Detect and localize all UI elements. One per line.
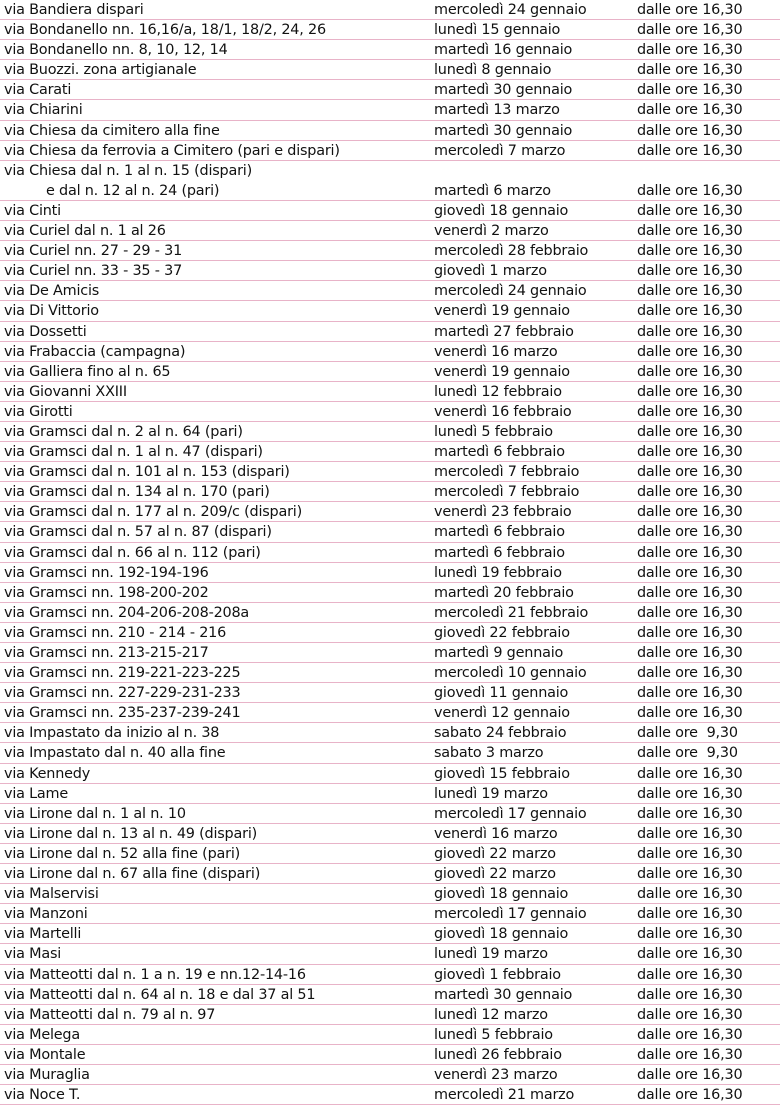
date-cell: lunedì 15 gennaio xyxy=(434,22,561,39)
date-cell: lunedì 5 febbraio xyxy=(434,423,553,440)
table-row xyxy=(0,985,780,1005)
time-cell: dalle ore 16,30 xyxy=(637,665,743,682)
time-cell: dalle ore 16,30 xyxy=(637,504,743,521)
date-cell: venerdì 2 marzo xyxy=(434,223,549,240)
street-cell: via Curiel nn. 33 - 35 - 37 xyxy=(4,263,183,280)
date-cell: venerdì 23 febbraio xyxy=(434,504,572,521)
date-cell: venerdì 16 febbraio xyxy=(434,403,572,420)
table-row xyxy=(0,1005,780,1025)
street-cell: via Chiesa da cimitero alla fine xyxy=(4,122,220,139)
time-cell: dalle ore 9,30 xyxy=(637,745,738,762)
table-row xyxy=(0,844,780,864)
time-cell: dalle ore 16,30 xyxy=(637,323,743,340)
table-row xyxy=(0,924,780,944)
street-cell: via Gramsci nn. 204-206-208-208a xyxy=(4,604,250,621)
table-row xyxy=(0,342,780,362)
time-cell: dalle ore 16,30 xyxy=(637,584,743,601)
time-cell: dalle ore 16,30 xyxy=(637,403,743,420)
date-cell: sabato 24 febbraio xyxy=(434,725,567,742)
street-cell: via Gramsci nn. 192-194-196 xyxy=(4,564,209,581)
date-cell: martedì 6 marzo xyxy=(434,182,551,199)
time-cell: dalle ore 16,30 xyxy=(637,1066,743,1083)
date-cell: martedì 16 gennaio xyxy=(434,42,573,59)
date-cell: lunedì 19 febbraio xyxy=(434,564,562,581)
table-row xyxy=(0,965,780,985)
time-cell: dalle ore 9,30 xyxy=(637,725,738,742)
time-cell: dalle ore 16,30 xyxy=(637,866,743,883)
street-cell: via Lirone dal n. 52 alla fine (pari) xyxy=(4,845,241,862)
date-cell: venerdì 19 gennaio xyxy=(434,303,570,320)
table-row xyxy=(0,502,780,522)
table-row xyxy=(0,60,780,80)
time-cell: dalle ore 16,30 xyxy=(637,202,743,219)
time-cell: dalle ore 16,30 xyxy=(637,926,743,943)
date-cell: lunedì 19 marzo xyxy=(434,785,548,802)
date-cell: martedì 6 febbraio xyxy=(434,444,565,461)
table-row xyxy=(0,462,780,482)
table-row xyxy=(0,563,780,583)
table-row xyxy=(0,241,780,261)
time-cell: dalle ore 16,30 xyxy=(637,1026,743,1043)
time-cell: dalle ore 16,30 xyxy=(637,383,743,400)
time-cell: dalle ore 16,30 xyxy=(637,223,743,240)
street-cell: via Impastato dal n. 40 alla fine xyxy=(4,745,226,762)
date-cell: giovedì 18 gennaio xyxy=(434,202,569,219)
time-cell: dalle ore 16,30 xyxy=(637,484,743,501)
date-cell: sabato 3 marzo xyxy=(434,745,544,762)
table-row xyxy=(0,442,780,462)
street-cell: via Masi xyxy=(4,946,62,963)
date-cell: mercoledì 24 gennaio xyxy=(434,283,587,300)
street-cell: via Matteotti dal n. 64 al n. 18 e dal 37 al 51 xyxy=(4,986,316,1003)
table-row xyxy=(0,643,780,663)
table-row xyxy=(0,824,780,844)
date-cell: martedì 6 febbraio xyxy=(434,524,565,541)
street-cell: via Gramsci dal n. 2 al n. 64 (pari) xyxy=(4,423,243,440)
street-cell: via Melega xyxy=(4,1026,80,1043)
street-cell-continuation: e dal n. 12 al n. 24 (pari) xyxy=(46,182,220,199)
time-cell: dalle ore 16,30 xyxy=(637,122,743,139)
table-row xyxy=(0,281,780,301)
table-row xyxy=(0,100,780,120)
time-cell: dalle ore 16,30 xyxy=(637,845,743,862)
table-row xyxy=(0,904,780,924)
street-cell: via Gramsci dal n. 57 al n. 87 (dispari) xyxy=(4,524,272,541)
time-cell: dalle ore 16,30 xyxy=(637,604,743,621)
table-row xyxy=(0,141,780,161)
street-cell: via Gramsci nn. 213-215-217 xyxy=(4,645,209,661)
date-cell: venerdì 16 marzo xyxy=(434,825,558,842)
date-cell: lunedì 8 gennaio xyxy=(434,62,552,79)
date-cell: venerdì 16 marzo xyxy=(434,343,558,360)
time-cell: dalle ore 16,30 xyxy=(637,785,743,802)
time-cell: dalle ore 16,30 xyxy=(637,705,743,722)
date-cell: mercoledì 7 marzo xyxy=(434,142,566,159)
table-row xyxy=(0,201,780,221)
table-row xyxy=(0,522,780,542)
table-row xyxy=(0,543,780,563)
street-cell: via Giovanni XXIII xyxy=(4,383,127,400)
time-cell: dalle ore 16,30 xyxy=(637,825,743,842)
date-cell: mercoledì 21 marzo xyxy=(434,1087,575,1104)
time-cell: dalle ore 16,30 xyxy=(637,283,743,300)
time-cell: dalle ore 16,30 xyxy=(637,363,743,380)
table-row xyxy=(0,743,780,763)
time-cell: dalle ore 16,30 xyxy=(637,303,743,320)
date-cell: lunedì 5 febbraio xyxy=(434,1026,553,1043)
time-cell: dalle ore 16,30 xyxy=(637,524,743,541)
time-cell: dalle ore 16,30 xyxy=(637,1006,743,1023)
date-cell: martedì 6 febbraio xyxy=(434,544,565,561)
time-cell: dalle ore 16,30 xyxy=(637,22,743,39)
time-cell: dalle ore 16,30 xyxy=(637,1087,743,1104)
street-cell: via Curiel dal n. 1 al 26 xyxy=(4,223,166,240)
table-row xyxy=(0,482,780,502)
time-cell: dalle ore 16,30 xyxy=(637,946,743,963)
date-cell: lunedì 12 febbraio xyxy=(434,383,562,400)
street-cell: via Gramsci dal n. 134 al n. 170 (pari) xyxy=(4,484,270,501)
street-cell: via Bandiera dispari xyxy=(4,2,144,18)
date-cell: giovedì 18 gennaio xyxy=(434,926,569,943)
date-cell: martedì 30 gennaio xyxy=(434,122,573,139)
table-row xyxy=(0,944,780,964)
time-cell: dalle ore 16,30 xyxy=(637,102,743,119)
date-cell: venerdì 23 marzo xyxy=(434,1066,558,1083)
street-cell: via Gramsci nn. 198-200-202 xyxy=(4,584,209,601)
table-row xyxy=(0,221,780,241)
table-row xyxy=(0,1065,780,1085)
street-cell: via Muraglia xyxy=(4,1066,90,1083)
table-row xyxy=(0,40,780,60)
time-cell: dalle ore 16,30 xyxy=(637,423,743,440)
table-row xyxy=(0,683,780,703)
street-cell: via Bondanello nn. 16,16/a, 18/1, 18/2, 24, 26 xyxy=(4,22,326,39)
table-row xyxy=(0,121,780,141)
table-row xyxy=(0,402,780,422)
date-cell: martedì 20 febbraio xyxy=(434,584,574,601)
date-cell: giovedì 22 marzo xyxy=(434,845,556,862)
time-cell: dalle ore 16,30 xyxy=(637,765,743,782)
date-cell: mercoledì 17 gennaio xyxy=(434,906,587,923)
table-row xyxy=(0,80,780,100)
street-cell: via Impastato da inizio al n. 38 xyxy=(4,725,220,742)
date-cell: giovedì 1 marzo xyxy=(434,263,547,280)
date-cell: martedì 30 gennaio xyxy=(434,986,573,1003)
date-cell: lunedì 26 febbraio xyxy=(434,1046,562,1063)
time-cell: dalle ore 16,30 xyxy=(637,62,743,79)
table-row xyxy=(0,362,780,382)
street-cell: via Gramsci nn. 219-221-223-225 xyxy=(4,665,241,682)
street-cell: via Girotti xyxy=(4,403,73,420)
street-cell: via Gramsci nn. 227-229-231-233 xyxy=(4,685,241,702)
street-cell: via Noce T. xyxy=(4,1087,81,1104)
time-cell: dalle ore 16,30 xyxy=(637,243,743,260)
street-cell: via Lirone dal n. 13 al n. 49 (dispari) xyxy=(4,825,258,842)
street-cell: via Bondanello nn. 8, 10, 12, 14 xyxy=(4,42,228,59)
street-cell: via Chiesa dal n. 1 al n. 15 (dispari) xyxy=(4,162,253,179)
table-row xyxy=(0,864,780,884)
street-cell: via Gramsci dal n. 177 al n. 209/c (dispari) xyxy=(4,504,303,521)
table-row xyxy=(0,261,780,281)
date-cell: lunedì 19 marzo xyxy=(434,946,548,963)
time-cell: dalle ore 16,30 xyxy=(637,564,743,581)
time-cell: dalle ore 16,30 xyxy=(637,906,743,923)
street-cell: via Frabaccia (campagna) xyxy=(4,343,186,360)
time-cell: dalle ore 16,30 xyxy=(637,966,743,983)
date-cell: mercoledì 28 febbraio xyxy=(434,243,589,260)
date-cell: mercoledì 7 febbraio xyxy=(434,484,580,501)
date-cell: martedì 30 gennaio xyxy=(434,82,573,99)
table-row xyxy=(0,301,780,321)
street-cell: via Buozzi. zona artigianale xyxy=(4,62,197,79)
date-cell: martedì 27 febbraio xyxy=(434,323,574,340)
time-cell: dalle ore 16,30 xyxy=(637,444,743,461)
time-cell: dalle ore 16,30 xyxy=(637,343,743,360)
table-row xyxy=(0,784,780,804)
time-cell: dalle ore 16,30 xyxy=(637,986,743,1003)
date-cell: venerdì 12 gennaio xyxy=(434,705,570,722)
date-cell: giovedì 1 febbraio xyxy=(434,966,561,983)
date-cell: lunedì 12 marzo xyxy=(434,1006,548,1023)
date-cell: mercoledì 24 gennaio xyxy=(434,2,587,18)
date-cell: mercoledì 17 gennaio xyxy=(434,805,587,822)
time-cell: dalle ore 16,30 xyxy=(637,263,743,280)
table-row xyxy=(0,884,780,904)
street-cell: via Gramsci nn. 235-237-239-241 xyxy=(4,705,241,722)
table-row xyxy=(0,0,780,20)
time-cell: dalle ore 16,30 xyxy=(637,544,743,561)
table-row xyxy=(0,583,780,603)
table-row xyxy=(0,382,780,402)
street-cell: via Matteotti dal n. 1 a n. 19 e nn.12-14-16 xyxy=(4,966,306,983)
street-cell: via Cinti xyxy=(4,202,61,219)
street-cell: via Montale xyxy=(4,1046,86,1063)
street-cell: via Di Vittorio xyxy=(4,303,99,320)
street-cell: via Martelli xyxy=(4,926,82,943)
street-cell: via De Amicis xyxy=(4,283,100,300)
street-cell: via Lirone dal n. 1 al n. 10 xyxy=(4,805,186,822)
table-row xyxy=(0,20,780,40)
street-cell: via Lirone dal n. 67 alla fine (dispari) xyxy=(4,866,261,883)
table-row xyxy=(0,322,780,342)
time-cell: dalle ore 16,30 xyxy=(637,805,743,822)
date-cell: giovedì 22 marzo xyxy=(434,866,556,883)
street-cell: via Gramsci dal n. 101 al n. 153 (dispari) xyxy=(4,464,290,481)
table-row xyxy=(0,1085,780,1105)
date-cell: mercoledì 10 gennaio xyxy=(434,665,587,682)
time-cell: dalle ore 16,30 xyxy=(637,142,743,159)
table-row xyxy=(0,161,780,201)
time-cell: dalle ore 16,30 xyxy=(637,645,743,661)
table-row xyxy=(0,723,780,743)
date-cell: giovedì 18 gennaio xyxy=(434,886,569,903)
time-cell: dalle ore 16,30 xyxy=(637,685,743,702)
street-cell: via Galliera fino al n. 65 xyxy=(4,363,171,380)
time-cell: dalle ore 16,30 xyxy=(637,82,743,99)
time-cell: dalle ore 16,30 xyxy=(637,182,743,199)
table-row xyxy=(0,703,780,723)
table-row xyxy=(0,422,780,442)
street-cell: via Lame xyxy=(4,785,69,802)
table-row xyxy=(0,603,780,623)
date-cell: martedì 9 gennaio xyxy=(434,645,564,661)
table-row xyxy=(0,764,780,784)
table-row xyxy=(0,804,780,824)
date-cell: giovedì 22 febbraio xyxy=(434,624,570,641)
date-cell: martedì 13 marzo xyxy=(434,102,560,119)
time-cell: dalle ore 16,30 xyxy=(637,2,743,18)
time-cell: dalle ore 16,30 xyxy=(637,1046,743,1063)
time-cell: dalle ore 16,30 xyxy=(637,886,743,903)
street-cell: via Dossetti xyxy=(4,323,87,340)
table-row xyxy=(0,623,780,643)
street-cell: via Kennedy xyxy=(4,765,91,782)
table-row xyxy=(0,1025,780,1045)
street-cell: via Gramsci dal n. 1 al n. 47 (dispari) xyxy=(4,444,263,461)
street-cell: via Gramsci nn. 210 - 214 - 216 xyxy=(4,624,227,641)
time-cell: dalle ore 16,30 xyxy=(637,464,743,481)
date-cell: mercoledì 7 febbraio xyxy=(434,464,580,481)
street-cell: via Curiel nn. 27 - 29 - 31 xyxy=(4,243,183,260)
street-cell: via Manzoni xyxy=(4,906,88,923)
date-cell: giovedì 15 febbraio xyxy=(434,765,570,782)
date-cell: venerdì 19 gennaio xyxy=(434,363,570,380)
table-row xyxy=(0,663,780,683)
street-cell: via Gramsci dal n. 66 al n. 112 (pari) xyxy=(4,544,261,561)
street-cell: via Malservisi xyxy=(4,886,99,903)
street-cell: via Chiarini xyxy=(4,102,83,119)
table-row xyxy=(0,1045,780,1065)
date-cell: mercoledì 21 febbraio xyxy=(434,604,589,621)
time-cell: dalle ore 16,30 xyxy=(637,624,743,641)
street-cell: via Chiesa da ferrovia a Cimitero (pari e dispari) xyxy=(4,142,340,159)
time-cell: dalle ore 16,30 xyxy=(637,42,743,59)
street-cell: via Carati xyxy=(4,82,72,99)
date-cell: giovedì 11 gennaio xyxy=(434,685,569,702)
street-cell: via Matteotti dal n. 79 al n. 97 xyxy=(4,1006,216,1023)
